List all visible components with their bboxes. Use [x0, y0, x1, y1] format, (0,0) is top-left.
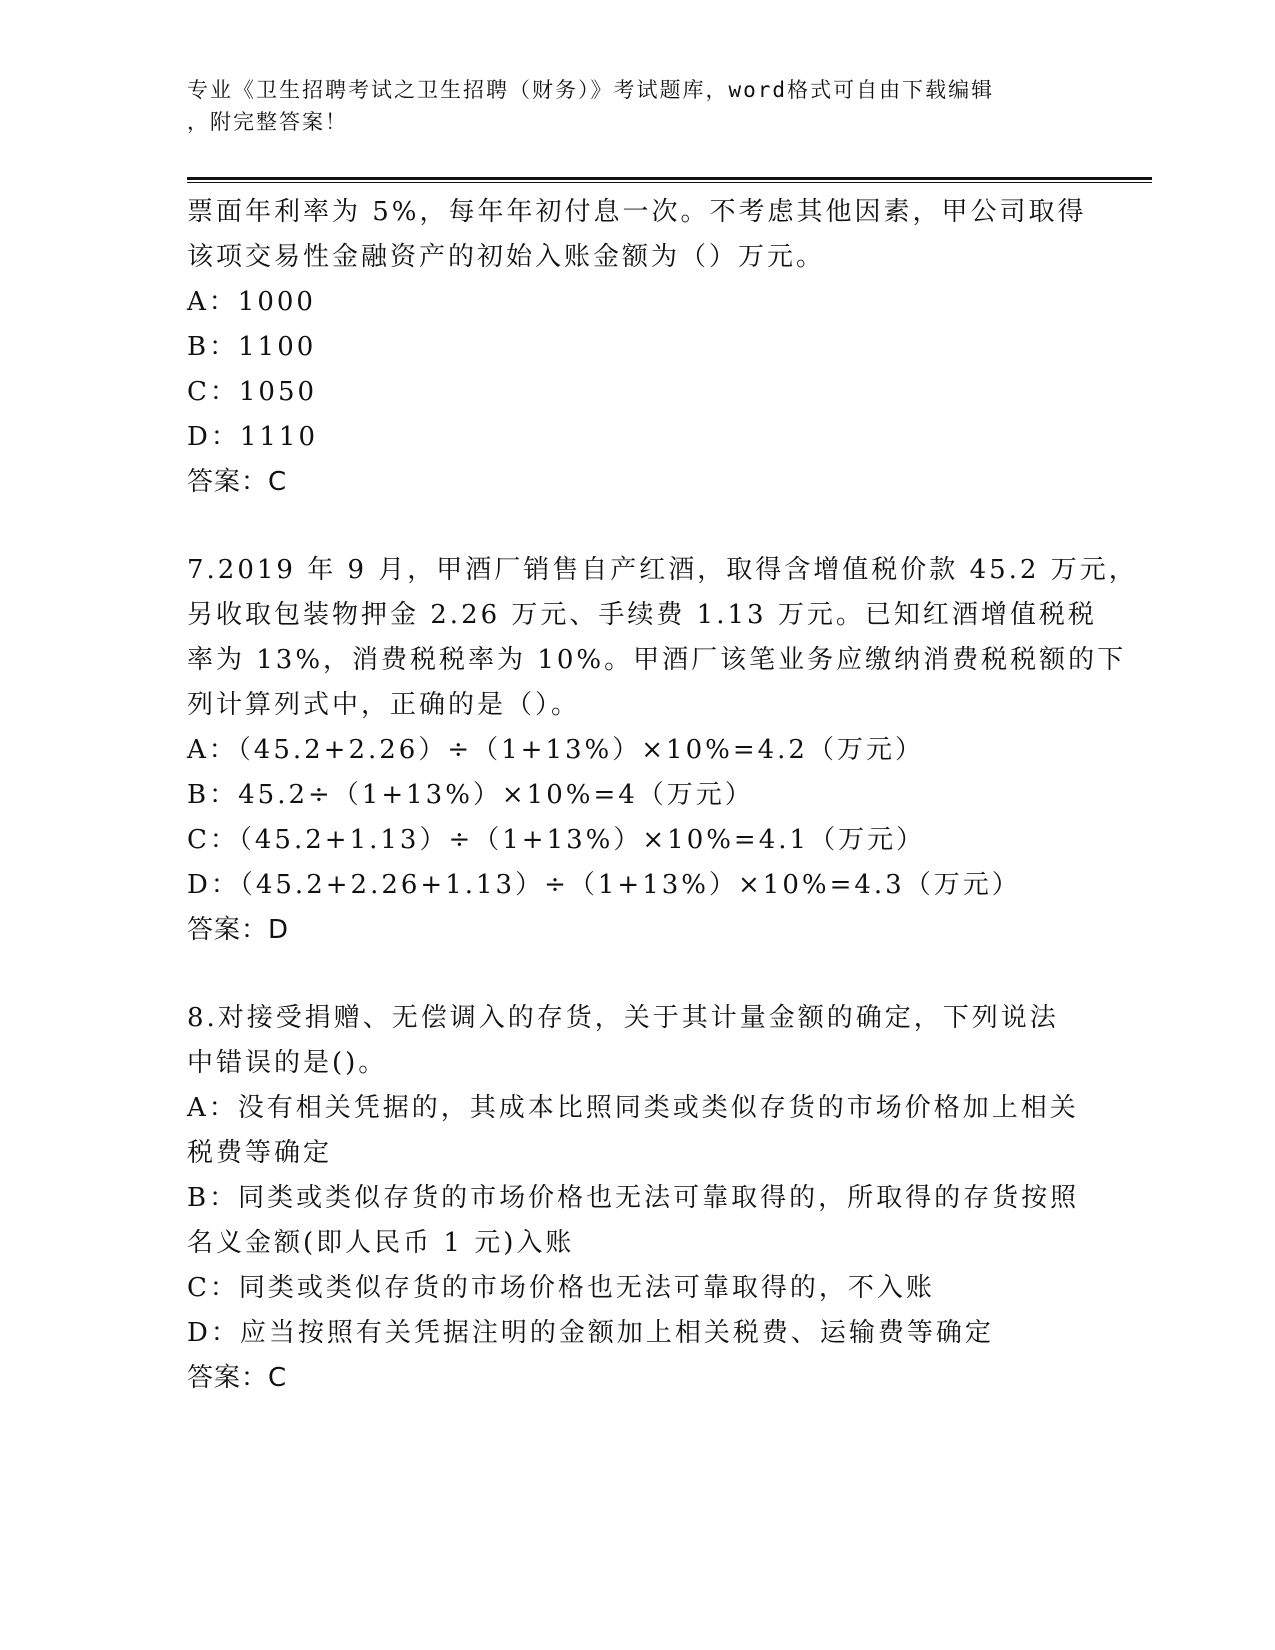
option-d: D：1110: [187, 422, 319, 452]
question-stem: 列计算列式中，正确的是（）。: [187, 690, 581, 720]
question-list: [187, 190, 1138, 1401]
header-divider-thick: [187, 177, 1152, 180]
answer-line: 答案：D: [187, 915, 290, 945]
document-header: [187, 74, 1067, 138]
question-8: [187, 996, 1080, 1401]
header-title-continuation: ，附完整答案！: [187, 110, 348, 134]
option-c: C：（45.2+1.13）÷（1+13%）×10%=4.1（万元）: [187, 825, 926, 855]
option-d: D：应当按照有关凭据注明的金额加上相关税费、运输费等确定: [187, 1318, 994, 1348]
option-b-continuation: 名义金额(即人民币 1 元)入账: [187, 1228, 575, 1258]
question-6: [187, 190, 1087, 505]
question-stem: 该项交易性金融资产的初始入账金额为（）万元。: [187, 242, 826, 272]
question-stem: 率为 13%，消费税税率为 10%。甲酒厂该笔业务应缴纳消费税税额的下: [187, 645, 1127, 675]
question-stem: 中错误的是()。: [187, 1048, 388, 1078]
option-a-continuation: 税费等确定: [187, 1138, 333, 1168]
option-a: A：没有相关凭据的，其成本比照同类或类似存货的市场价格加上相关: [187, 1093, 1079, 1123]
question-stem: 票面年利率为 5%，每年年初付息一次。不考虑其他因素，甲公司取得: [187, 197, 1087, 227]
option-b: B：1100: [187, 332, 317, 362]
option-b: B：45.2÷（1+13%）×10%=4（万元）: [187, 780, 754, 810]
option-c: C：同类或类似存货的市场价格也无法可靠取得的，不入账: [187, 1273, 935, 1303]
option-c: C：1050: [187, 377, 318, 407]
question-spacer: [187, 953, 1077, 996]
answer-line: 答案：C: [187, 1363, 288, 1393]
question-spacer: [187, 505, 1077, 548]
question-stem: 7.2019 年 9 月，甲酒厂销售自产红酒，取得含增值税价款 45.2 万元，: [187, 555, 1138, 585]
answer-line: 答案：C: [187, 467, 288, 497]
header-divider-thin: [187, 182, 1152, 183]
option-d: D：（45.2+2.26+1.13）÷（1+13%）×10%=4.3（万元）: [187, 870, 1021, 900]
option-a: A：1000: [187, 287, 316, 317]
question-7: [187, 548, 1138, 953]
question-stem: 8.对接受捐赠、无偿调入的存货，关于其计量金额的确定，下列说法: [187, 1003, 1059, 1033]
header-title-line: 专业《卫生招聘考试之卫生招聘（财务）》考试题库，word格式可自由下载编辑: [187, 78, 995, 102]
option-b: B：同类或类似存货的市场价格也无法可靠取得的，所取得的存货按照: [187, 1183, 1080, 1213]
option-a: A：（45.2+2.26）÷（1+13%）×10%=4.2（万元）: [187, 735, 924, 765]
question-stem: 另收取包装物押金 2.26 万元、手续费 1.13 万元。已知红酒增值税税: [187, 600, 1097, 630]
